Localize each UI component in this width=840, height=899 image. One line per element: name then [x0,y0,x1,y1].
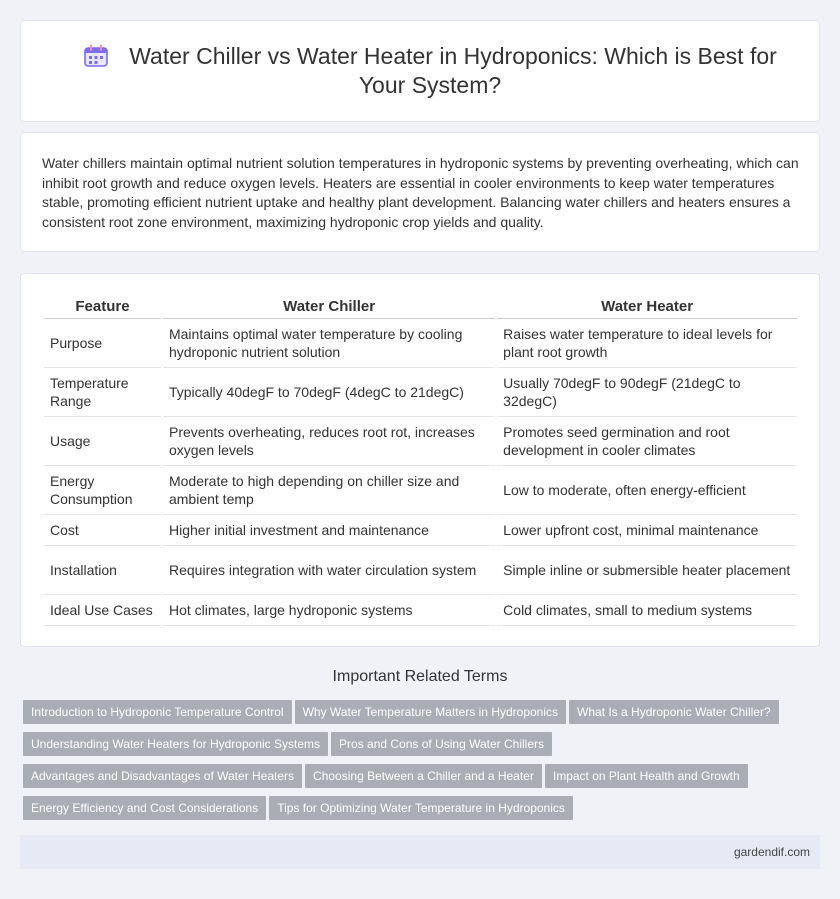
page-title: Water Chiller vs Water Heater in Hydroponics: Which is Best for Your System? [129,43,777,98]
row-feature: Purpose [44,319,161,368]
comparison-table-card [20,273,820,647]
table-row [44,417,797,466]
related-terms-title: Important Related Terms [332,668,508,685]
header-water-heater: Water Heater [497,296,797,319]
table-row [44,368,797,417]
row-feature: Temperature Range [44,368,161,417]
row-feature: Ideal Use Cases [44,595,161,626]
header-water-chiller: Water Chiller [163,296,495,319]
row-chiller: Prevents overheating, reduces root rot, increases oxygen levels [163,417,495,466]
related-tag[interactable]: Choosing Between a Chiller and a Heater [305,764,542,788]
row-feature: Usage [44,417,161,466]
related-tag[interactable]: Introduction to Hydroponic Temperature Control [23,700,292,724]
table-header-row [44,296,797,319]
row-chiller: Higher initial investment and maintenance [163,515,495,546]
intro-card [20,132,820,252]
footer [20,835,820,869]
header-feature: Feature [44,296,161,319]
row-heater: Raises water temperature to ideal levels for plant root growth [497,319,797,368]
table-row [44,319,797,368]
row-heater: Low to moderate, often energy-efficient [497,466,797,515]
row-heater: Promotes seed germination and root development in cooler climates [497,417,797,466]
row-feature: Cost [44,515,161,546]
table-row [44,546,797,595]
page-title-wrap [61,42,799,100]
table-row [44,466,797,515]
comparison-table [42,296,799,626]
row-heater: Usually 70degF to 90degF (21degC to 32degC) [497,368,797,417]
related-tag[interactable]: Tips for Optimizing Water Temperature in Hydroponics [269,796,573,820]
intro-paragraph: Water chillers maintain optimal nutrient solution temperatures in hydroponic systems by preventing overheating, which can inhibit root growth and reduce oxygen levels. Heaters are essential in cooler environments to keep water temperatures stable, promoting efficient nutrient uptake and healthy plant development. Balancing water chillers and heaters ensures a consistent root zone environment, maximizing hydroponic crop yields and quality. [42,155,799,230]
table-row [44,515,797,546]
row-feature: Energy Consumption [44,466,161,515]
row-chiller: Moderate to high depending on chiller size and ambient temp [163,466,495,515]
related-tag[interactable]: Advantages and Disadvantages of Water Heaters [23,764,302,788]
row-chiller: Typically 40degF to 70degF (4degC to 21degC) [163,368,495,417]
related-tag[interactable]: Understanding Water Heaters for Hydroponic Systems [23,732,328,756]
row-heater: Lower upfront cost, minimal maintenance [497,515,797,546]
title-card [20,20,820,122]
related-tag[interactable]: Energy Efficiency and Cost Considerations [23,796,266,820]
calendar-icon [83,44,109,68]
footer-site-link[interactable]: gardendif.com [733,845,810,859]
related-tag[interactable]: What Is a Hydroponic Water Chiller? [569,700,779,724]
related-tag[interactable]: Why Water Temperature Matters in Hydroponics [295,700,566,724]
row-chiller: Hot climates, large hydroponic systems [163,595,495,626]
row-chiller: Requires integration with water circulation system [163,546,495,595]
row-heater: Simple inline or submersible heater placement [497,546,797,595]
row-feature: Installation [44,546,161,595]
table-row [44,595,797,626]
row-chiller: Maintains optimal water temperature by cooling hydroponic nutrient solution [163,319,495,368]
related-tag[interactable]: Pros and Cons of Using Water Chillers [331,732,552,756]
row-heater: Cold climates, small to medium systems [497,595,797,626]
related-terms-tags [23,700,813,828]
related-tag[interactable]: Impact on Plant Health and Growth [545,764,748,788]
